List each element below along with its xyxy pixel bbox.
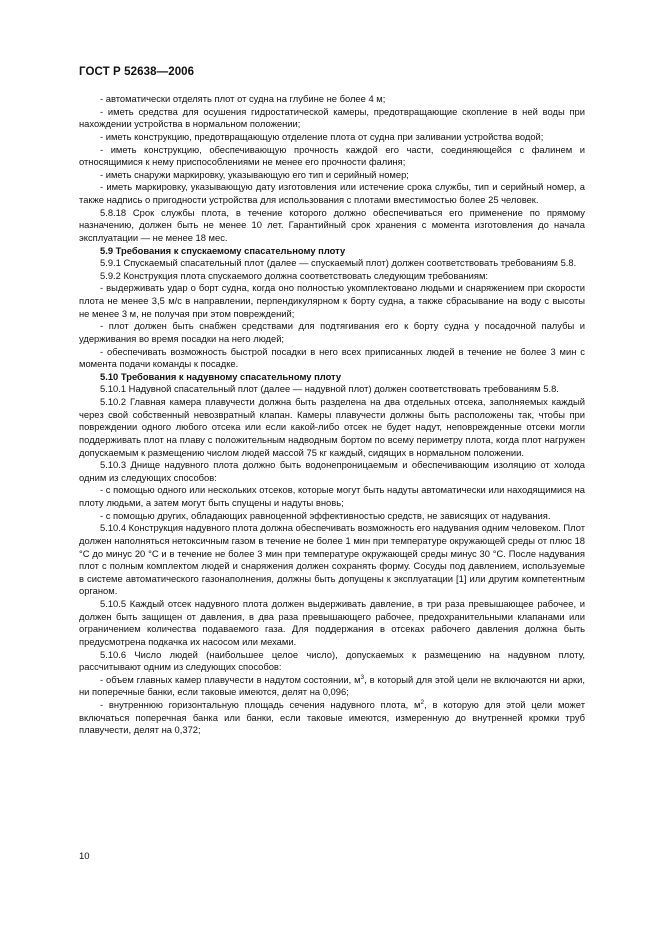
list-item: - иметь конструкцию, обеспечивающую прочность каждой его части, соединяющейся с фалинем и относящимися к нему приспособлениями не менее его прочности фалиня; <box>79 143 585 168</box>
list-item: - выдерживать удар о борт судна, когда оно полностью укомплектовано людьми и снаряжением при скорости плота не менее 3,5 м/с в направлении, перпендикулярном к борту судна, а также сбрасывание на воду с высоты не менее 3 м, не получая при этом повреждений; <box>79 282 585 319</box>
superscript: 3 <box>360 673 365 681</box>
clause-5-8-18: 5.8.18 Срок службы плота, в течение которого должно обеспечиваться его применение по прямому назначению, должен быть не менее 10 лет. Гарантийный срок хранения с момента изготовления до начала эксплуатации — не менее 18 мес. <box>79 206 585 243</box>
section-heading-5-10: 5.10 Требования к надувному спасательному плоту <box>100 370 342 382</box>
clause-5-10-5: 5.10.5 Каждый отсек надувного плота должен выдерживать давление, в три раза превышающее рабочее, и должен быть защищен от давления, в два раза превышающего рабочее, предохранительными клапанами или ограничением количества подаваемого газа. Для поддержания в отсеках рабочего давления должна быть предусмотрена подкачка их насосом или мехами. <box>79 598 585 647</box>
document-header: ГОСТ Р 52638—2006 <box>79 66 195 78</box>
clause-5-10-1: 5.10.1 Надувной спасательный плот (далее — надувной плот) должен соответствовать требованиям 5.8. <box>100 383 559 395</box>
list-item: - иметь средства для осушения гидростатической камеры, предотвращающие скопление в ней воды при нахождении устройства в нормальном положении; <box>79 105 585 130</box>
formula-text: - внутреннюю горизонтальную площадь сечения надувного плота, м <box>100 699 421 710</box>
formula-text: , в которую для этой цели может включаться поперечная банка или банки, если таковые имеются, измеренную до внутренней кромки труб плавучести, делят на 0,372; <box>79 699 585 736</box>
clause-5-10-6: 5.10.6 Число людей (наибольшее целое число), допускаемых к размещению на надувном плоту, рассчитывают одним из следующих способов: <box>79 648 585 673</box>
section-heading-5-9: 5.9 Требования к спускаемому спасательному плоту <box>100 244 346 256</box>
list-item: - автоматически отделять плот от судна на глубине не более 4 м; <box>100 93 386 104</box>
clause-5-10-2: 5.10.2 Главная камера плавучести должна быть разделена на два отдельных отсека, заполняемых каждый через свой собственный невозвратный клапан. Камеры плавучести должны быть расположены так, чтобы при повреждении одного любого отсека или если какой-либо отсек не будет надут, неповрежденные отсеки могли поддерживать плот на плаву с положительным надводным бортом по всему периметру плота, когда плот нагружен допускаемым к размещению числом людей массой 75 кг каждый, сидящих в нормальном положении. <box>79 396 585 458</box>
list-item: - обеспечивать возможность быстрой посадки в него всех приписанных людей в течение не более 3 мин с момента подачи команды к посадке. <box>79 345 585 370</box>
list-item: - с помощью одного или нескольких отсеков, которые могут быть надуты автоматически или находящимися на плоту людьми, а затем могут быть спущены и надуты вновь; <box>79 484 585 508</box>
list-item: - с помощью других, обладающих равноценной эффективностью средств, не зависящих от надувания. <box>100 509 551 521</box>
clause-5-9-2: 5.9.2 Конструкция плота спускаемого должна соответствовать следующим требованиям: <box>100 269 489 281</box>
list-item: - иметь снаружи маркировку, указывающую его тип и серийный номер; <box>100 168 409 180</box>
clause-5-10-4: 5.10.4 Конструкция надувного плота должна обеспечивать возможность его надувания одним человеком. Плот должен наполняться нетоксичным газом в течение не более 1 мин при температуре окружающей среды от плюс 18 °С до минус 20 °С и в течение не более 3 мин при температуре окружающей среды минус 30 °С. После надувания плот с полным комплектом людей и снаряжения должен сохранять форму. Сосуды под давлением, используемые в системе автоматического газонаполнения, должны быть допущены к эксплуатации [1] или другим компетентным органом. <box>79 522 585 597</box>
formula-text: , в который для этой цели не включаются ни арки, ни поперечные банки, если таковые имеются, делят на 0,096; <box>79 673 585 698</box>
superscript: 2 <box>420 698 425 706</box>
list-item <box>79 674 585 699</box>
page-body <box>79 93 585 737</box>
page-number: 10 <box>79 851 90 862</box>
formula-text: - объем главных камер плавучести в надутом состоянии, м <box>100 673 361 685</box>
list-item: - иметь конструкцию, предотвращающую отделение плота от судна при заливании устройства водой; <box>100 130 544 142</box>
clause-5-9-1: 5.9.1 Спускаемый спасательный плот (далее — спускаемый плот) должен соответствовать требованиям 5.8. <box>100 257 577 269</box>
list-item: - плот должен быть снабжен средствами для подтягивания его к борту судна у посадочной палубы и удерживания во время посадки на него людей; <box>79 320 585 344</box>
list-item <box>79 699 585 737</box>
clause-5-10-3: 5.10.3 Днище надувного плота должно быть водонепроницаемым и обеспечивающим изоляцию от холода одним из следующих способов: <box>79 459 585 483</box>
list-item: - иметь маркировку, указывающую дату изготовления или истечение срока службы, тип и серийный номер, а также надпись о пригодности устройства для использования с плотами вместимостью более 25 человек. <box>79 181 585 205</box>
